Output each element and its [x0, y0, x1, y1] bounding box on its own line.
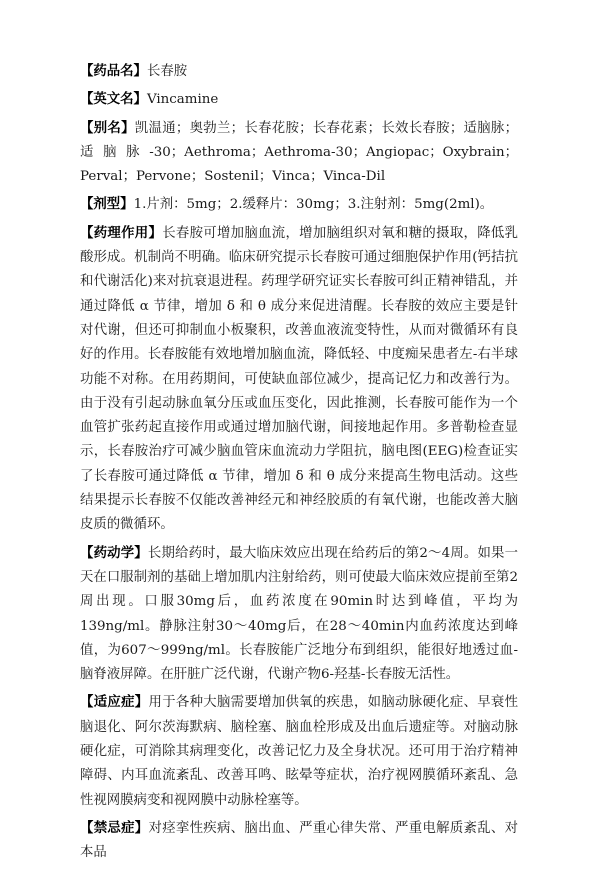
section-dosage-forms [80, 193, 518, 217]
section-english-name [80, 88, 518, 112]
section-text: 用于各种大脑需要增加供氧的疾患，如脑动脉硬化症、早衰性脑退化、阿尔茨海默病、脑栓塞、脑血栓形成及出血后遗症等。对脑动脉硬化症，可消除其病理变化，改善记忆力及全身状况。还可用于治疗精神障碍、内耳血流紊乱、改善耳鸣、眩晕等症状，治疗视网膜循环紊乱、急性视网膜病变和视网膜中动脉栓塞等。 [80, 695, 519, 808]
section-text: 长春胺可增加脑血流，增加脑组织对氧和糖的摄取，降低乳酸形成。机制尚不明确。临床研究提示长春胺可通过细胞保护作用(钙拮抗和代谢活化)来对抗衰退进程。药理学研究证实长春胺可纠正精神错乱，并通过降低 α 节律，增加 δ 和 θ 成分来促进清醒。长春胺的效应主要是针对代谢，但还可抑制血小板聚积，改善血液流变特性，从而对微循环有良好的作用。长春胺能有效地增加脑血流，降低轻、中度痴呆患者左-右半球功能不对称。在用药期间，可使缺血部位减少，提高记忆力和改善行为。由于没有引起动脉血氧分压或血压变化，因此推测，长春胺可能作为一个血管扩张药起直接作用或通过增加脑代谢，间接地起作用。多普勒检查显示，长春胺治疗可减少脑血管床血流动力学阻抗，脑电图(EEG)检查证实了长春胺可通过降低 α 节律，增加 δ 和 θ 成分来提高生物电活动。这些结果提示长春胺不仅能改善神经元和神经胶质的有氧代谢，也能改善大脑皮质的微循环。 [80, 225, 519, 533]
section-label: 【禁忌症】 [80, 820, 149, 836]
section-indications [80, 691, 518, 812]
section-text: 凯温通；奥勃兰；长春花胺；长春花素；长效长春胺；适脑脉；适脑脉-30；Aethroma；Aethroma-30；Angiopac；Oxybrain；Perval；Pervone；Sostenil；Vinca；Vinca-Dil [80, 120, 519, 185]
document-page [80, 60, 518, 870]
section-contraindications [80, 817, 518, 866]
section-text: 长期给药时，最大临床效应出现在给药后的第2～4周。如果一天在口服制剂的基础上增加肌内注射给药，则可使最大临床效应提前至第2周出现。口服30mg后，血药浓度在90min时达到峰值，平均为139ng/ml。静脉注射30～40mg后，在28～40min内血药浓度达到峰值，为607～999ng/ml。长春胺能广泛地分布到组织，能很好地透过血-脑脊液屏障。在肝脏广泛代谢，代谢产物6-羟基-长春胺无活性。 [80, 545, 518, 683]
section-label: 【适应症】 [80, 695, 149, 711]
section-label: 【别名】 [80, 120, 135, 136]
section-label: 【英文名】 [80, 92, 147, 108]
section-label: 【剂型】 [80, 197, 134, 213]
section-drug-name [80, 60, 518, 84]
section-label: 【药动学】 [80, 545, 148, 561]
section-aliases [80, 117, 518, 190]
section-text: 对痉挛性疾病、脑出血、严重心律失常、严重电解质紊乱、对本品 [80, 820, 519, 861]
section-text: Vincamine [146, 92, 219, 108]
section-text: 长春胺 [146, 64, 188, 79]
section-label: 【药理作用】 [80, 225, 163, 241]
section-pharmacology [80, 222, 518, 538]
section-pharmacokinetics [80, 542, 518, 688]
section-label: 【药品名】 [80, 64, 147, 79]
section-text: 1.片剂：5mg；2.缓释片：30mg；3.注射剂：5mg(2ml)。 [133, 197, 494, 213]
